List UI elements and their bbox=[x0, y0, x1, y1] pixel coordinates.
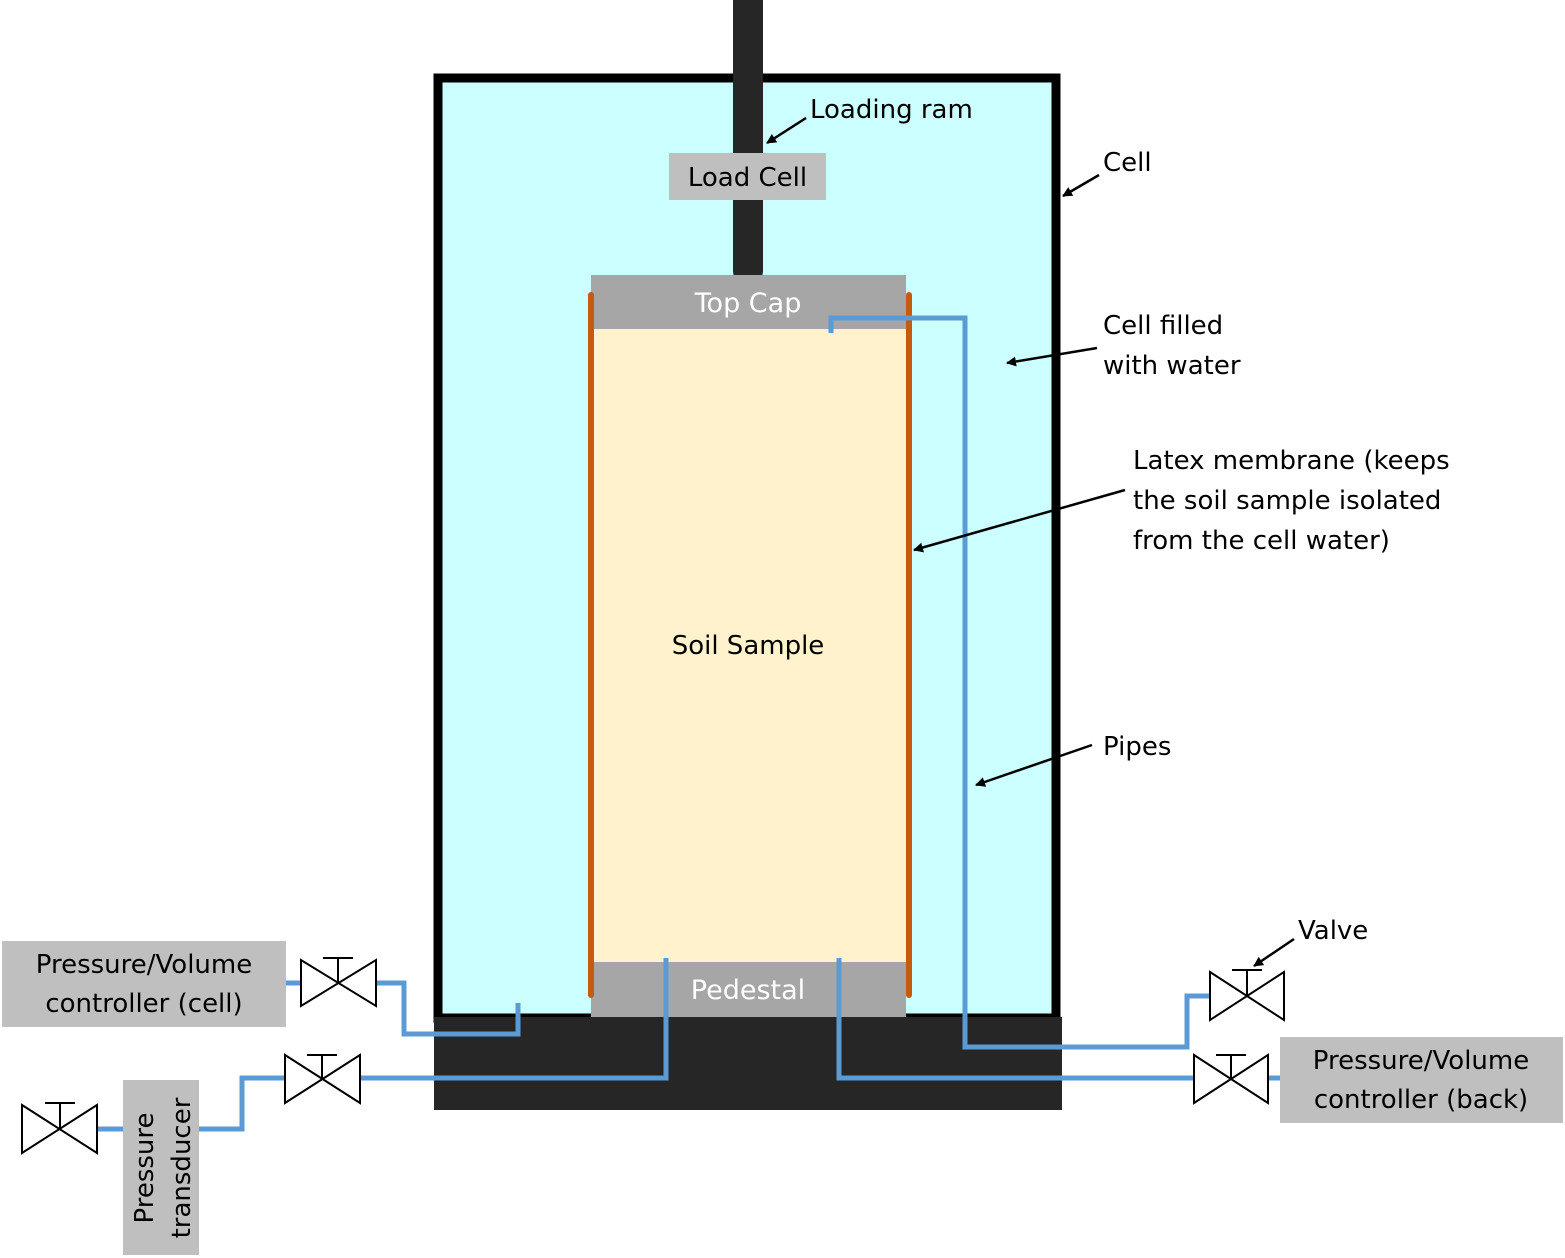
label-membrane-2: the soil sample isolated bbox=[1133, 486, 1442, 516]
label-water-1: Cell filled bbox=[1103, 311, 1224, 341]
svg-text:controller (cell): controller (cell) bbox=[45, 989, 243, 1019]
svg-text:Pedestal: Pedestal bbox=[690, 975, 806, 1006]
label-loading-ram: Loading ram bbox=[810, 95, 973, 125]
arrow-icon bbox=[1063, 175, 1099, 196]
soil-sample bbox=[591, 328, 906, 962]
cell-base bbox=[434, 1017, 1062, 1110]
label-pipes: Pipes bbox=[1103, 732, 1172, 762]
valve-icon[interactable] bbox=[1210, 970, 1284, 1020]
label-cell: Cell bbox=[1103, 148, 1152, 178]
pressure-transducer bbox=[123, 1080, 199, 1255]
label-water-2: with water bbox=[1103, 351, 1241, 381]
svg-text:Top Cap: Top Cap bbox=[694, 288, 802, 319]
svg-text:Load Cell: Load Cell bbox=[687, 163, 808, 193]
valve-icon[interactable] bbox=[301, 958, 376, 1006]
valve-icon[interactable] bbox=[22, 1103, 97, 1153]
pv-controller-cell bbox=[2, 941, 286, 1027]
pedestal bbox=[591, 962, 906, 1017]
pv-controller-back bbox=[1280, 1037, 1563, 1123]
label-membrane-3: from the cell water) bbox=[1133, 526, 1390, 556]
svg-text:Pressure: Pressure bbox=[130, 1112, 160, 1224]
svg-text:Pressure/Volume: Pressure/Volume bbox=[35, 950, 253, 980]
load-cell bbox=[669, 153, 826, 200]
label-membrane-1: Latex membrane (keeps bbox=[1133, 446, 1450, 476]
valve-icon[interactable] bbox=[285, 1055, 360, 1103]
svg-text:controller (back): controller (back) bbox=[1313, 1085, 1529, 1115]
label-valve: Valve bbox=[1298, 916, 1369, 946]
arrow-icon bbox=[1254, 939, 1294, 966]
svg-text:Pressure/Volume: Pressure/Volume bbox=[1312, 1046, 1530, 1076]
svg-text:Soil Sample: Soil Sample bbox=[671, 631, 825, 661]
svg-text:transducer: transducer bbox=[167, 1097, 197, 1239]
valve-icon[interactable] bbox=[1194, 1055, 1268, 1103]
loading-ram bbox=[733, 0, 763, 286]
top-cap bbox=[591, 275, 906, 329]
